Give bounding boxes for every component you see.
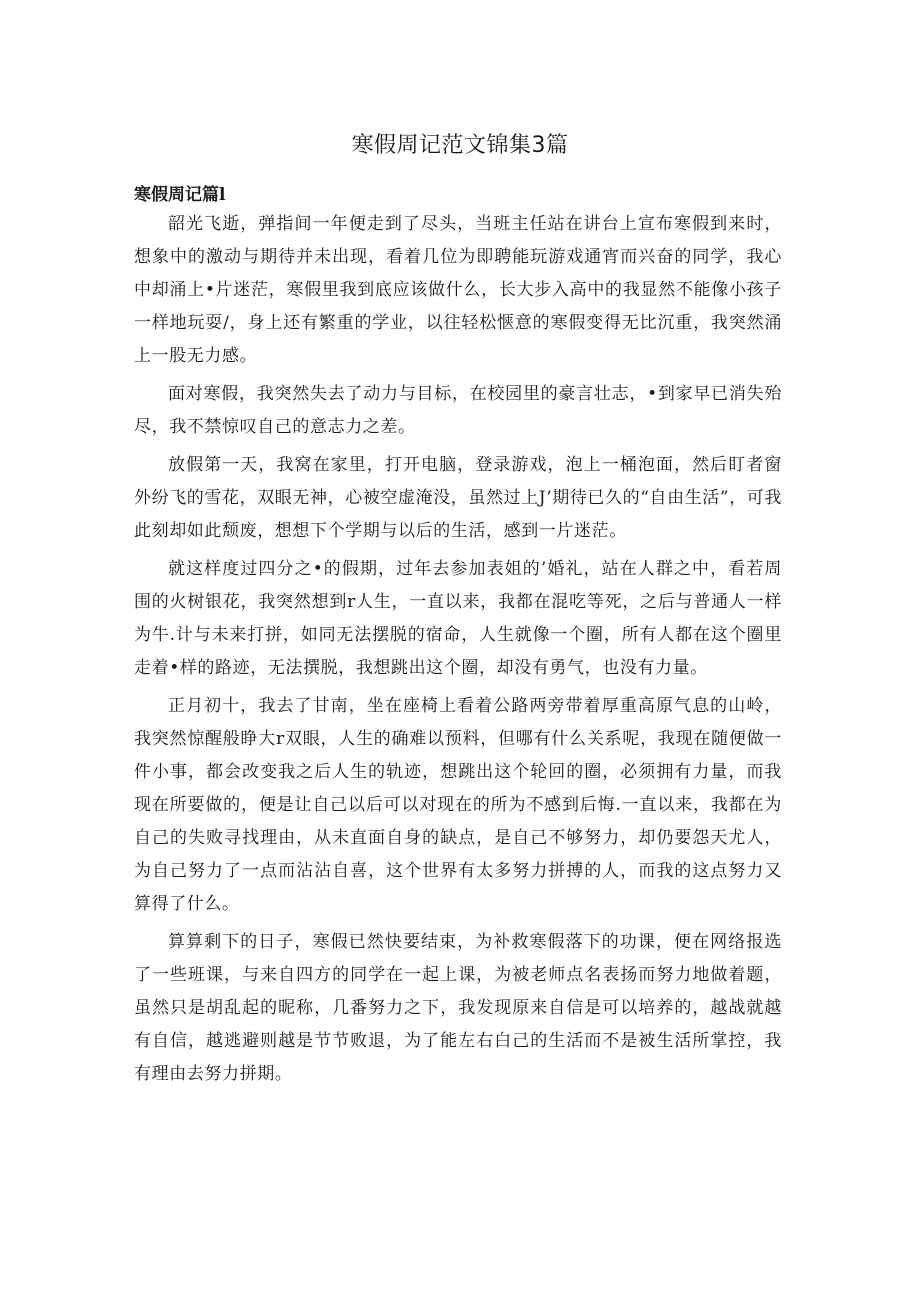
paragraph: 韶光飞逝，弹指间一年便走到了尽头，当班主任站在讲台上宣布寒假到来时，想象中的激动与期待并未出现，看着几位为即聘能玩游戏通宵而兴奋的同学，我心中却涌上•片迷茫，寒假里我到底应该做什么，长大步入高中的我显然不能像小孩子一样地玩耍/，身上还有繁重的学业，以往轻松惬意的寒假变得无比沉重，我突然涌上一股无力感。 (134, 214, 782, 366)
paragraph: 放假第一天，我窝在家里，打开电脑，登录游戏，泡上一桶泡面，然后盯者窗外纷飞的雪花，双眼无神，心被空虚淹没，虽然过上J’期待已久的“自由生活”，可我此刻却如此颓废，想想下个学期与以后的生活，感到一片迷茫。 (134, 455, 782, 541)
document-title: 寒假周记范文锦集3篇 (351, 133, 569, 158)
paragraph: 算算剩下的日子，寒假已然快要结束，为补救寒假落下的功课，便在网络报选了一些班课，与来自四方的同学在一起上课，为被老师点名表扬而努力地做着题，虽然只是胡乱起的昵称，几番努力之下，我发现原来自信是可以培养的，越战就越有自信，越逃避则越是节节败退，为了能左右白己的生活而不是被生活所掌控，我有理由去努力拼期。 (134, 932, 782, 1084)
document-body (134, 208, 782, 1096)
paragraph: 面对寒假，我突然失去了动力与目标，在校园里的豪言壮志，•到家早已消失殆尽，我不禁惊叹自己的意志力之差。 (134, 384, 782, 437)
paragraph: 就这样度过四分之•的假期，过年去参加表姐的’婚礼，站在人群之中，看若周围的火树银花，我突然想到r人生，一直以来，我都在混吃等死，之后与普通人一样为牛.计与未来打拼，如同无法摆脱的宿命，人生就像一个圈，所有人都在这个圈里走着•样的路迹，无法撰脱，我想跳出这个圈，却没有勇气，也没有力量。 (134, 559, 782, 678)
section-heading: 寒假周记篇l (134, 185, 226, 205)
paragraph: 正月初十，我去了甘南，坐在座椅上看着公路两旁带着厚重高原气息的山岭，我突然惊醒般睁大r双眼，人生的确难以预料，但哪有什么关系呢，我现在随便做一件小事，都会改变我之后人生的轨迹，想跳出这个轮回的圈，必须拥有力量，而我现在所要做的，便是让自己以后可以对现在的所为不感到后悔.一直以来，我都在为自己的失败寻找理由，从未直面自身的缺点，是自己不够努力，却仍要怨天尤人，为自己努力了一点而沾沾自喜，这个世界有太多努力拼搏的人，而我的这点努力又算得了什么。 (134, 696, 782, 914)
